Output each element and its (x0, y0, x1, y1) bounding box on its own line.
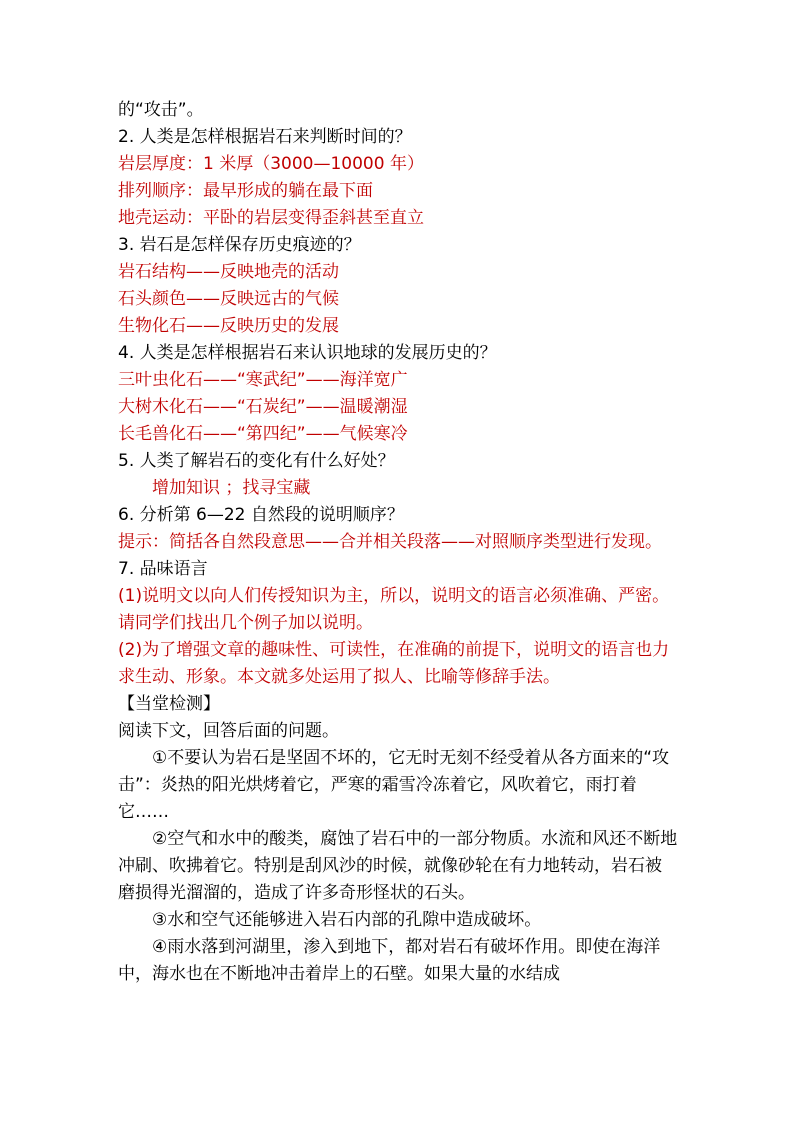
passage-paragraph-4: ④雨水落到河湖里，渗入到地下，都对岩石有破坏作用。即使在海洋中，海水也在不断地冲击着岸上的石壁。如果大量的水结成 (118, 937, 661, 984)
question-7: 7. 品味语言 (118, 559, 208, 579)
answer-3-color: 石头颜色——反映远古的气候 (118, 289, 339, 309)
answer-7-point-2: (2)为了增强文章的趣味性、可读性，在准确的前提下，说明文的语言也力求生动、形象。本文就多处运用了拟人、比喻等修辞手法。 (118, 640, 670, 687)
test-instruction: 阅读下文，回答后面的问题。 (118, 721, 339, 741)
question-6: 6. 分析第 6—22 自然段的说明顺序？ (118, 505, 404, 525)
question-2: 2. 人类是怎样根据岩石来判断时间的？ (118, 127, 412, 147)
answer-3-fossil: 生物化石——反映历史的发展 (118, 316, 339, 336)
passage-paragraph-1: ①不要认为岩石是坚固不坏的，它无时无刻不经受着从各方面来的“攻击”：炎热的阳光烘烤着它，严寒的霜雪冷冻着它，风吹着它，雨打着它…… (118, 748, 670, 822)
answer-5: 增加知识 ；找寻宝藏 (152, 478, 311, 498)
question-3: 3. 岩石是怎样保存历史痕迹的？ (118, 235, 361, 255)
answer-4-tree: 大树木化石——“石炭纪”——温暖潮湿 (118, 397, 408, 417)
questions-section (118, 97, 678, 988)
answer-2-thickness: 岩层厚度：1 米厚（3000—10000 年） (118, 154, 424, 174)
answer-2-crust: 地壳运动：平卧的岩层变得歪斜甚至直立 (118, 208, 424, 228)
answer-4-mammoth: 长毛兽化石——“第四纪”——气候寒冷 (118, 424, 408, 444)
answer-7-point-1: (1)说明文以向人们传授知识为主，所以，说明文的语言必须准确、严密。请同学们找出几个例子加以说明。 (118, 586, 670, 633)
continued-line: 的“攻击”。 (118, 100, 204, 120)
question-5: 5. 人类了解岩石的变化有什么好处？ (118, 451, 395, 471)
answer-4-trilobite: 三叶虫化石——“寒武纪”——海洋宽广 (118, 370, 408, 390)
passage-paragraph-3: ③水和空气还能够进入岩石内部的孔隙中造成破坏。 (152, 910, 542, 930)
answer-3-structure: 岩石结构——反映地壳的活动 (118, 262, 339, 282)
passage-paragraph-2: ②空气和水中的酸类，腐蚀了岩石中的一部分物质。水流和风还不断地冲刷、吹拂着它。特别是刮风沙的时候，就像砂轮在有力地转动，岩石被磨损得光溜溜的，造成了许多奇形怪状的石头。 (118, 829, 678, 903)
question-4: 4. 人类是怎样根据岩石来认识地球的发展历史的？ (118, 343, 497, 363)
answer-6-tip: 提示：简括各自然段意思——合并相关段落——对照顺序类型进行发现。 (118, 532, 662, 552)
test-heading: 【当堂检测】 (118, 694, 220, 714)
answer-2-order: 排列顺序：最早形成的躺在最下面 (118, 181, 373, 201)
